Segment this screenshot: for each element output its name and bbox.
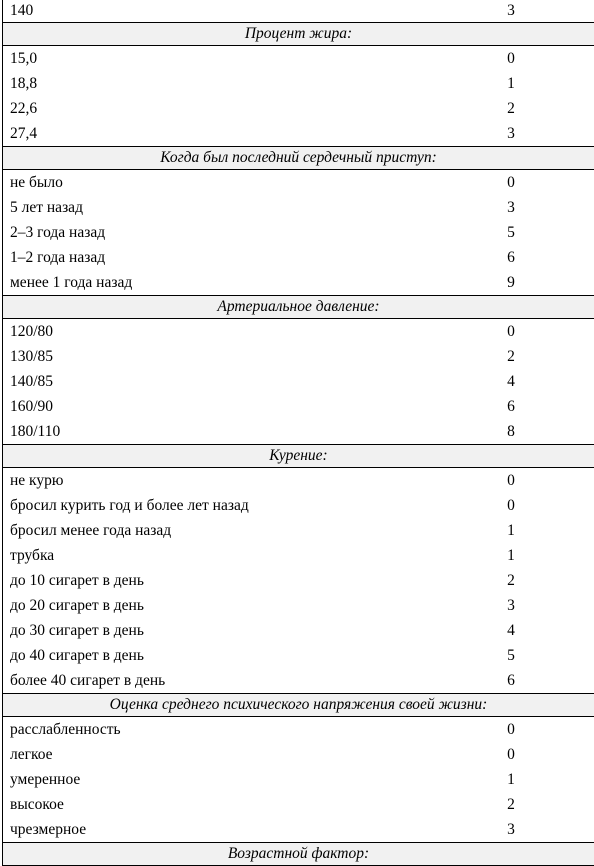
row-label: расслабленность [10,721,121,738]
row-label: 120/80 [10,323,54,340]
row-score: 6 [507,249,515,266]
table-row [3,319,594,344]
row-label: 160/90 [10,398,54,415]
table-row [3,717,594,742]
row-label: менее 1 года назад [10,274,133,291]
row-label: до 20 сигарет в день [10,597,144,614]
row-label: до 40 сигарет в день [10,647,144,664]
table-row [3,96,594,121]
row-label: 1–2 года назад [10,249,106,266]
row-score: 0 [507,50,515,67]
row-label: 5 лет назад [10,199,83,216]
row-score: 6 [507,398,515,415]
section-header-smoking: Курение: [3,444,594,468]
row-score: 5 [507,224,515,241]
table-row [3,493,594,518]
row-label: более 40 сигарет в день [10,672,166,689]
row-score: 1 [507,522,515,539]
row-label: бросил менее года назад [10,522,172,539]
row-score: 3 [507,199,515,216]
row-score: 0 [507,746,515,763]
row-label: 27,4 [10,125,38,142]
table-row [3,593,594,618]
table-row [3,220,594,245]
section-header-fat-percent: Процент жира: [3,22,594,46]
row-label: до 10 сигарет в день [10,572,144,589]
row-score: 3 [507,597,515,614]
row-label: 2–3 года назад [10,224,106,241]
row-score: 1 [507,75,515,92]
table-row [3,170,594,195]
table-row [3,518,594,543]
section-header-heart-attack: Когда был последний сердечный приступ: [3,146,594,170]
table-row [3,245,594,270]
row-score: 0 [507,721,515,738]
table-row [3,0,594,22]
row-label: 140/85 [10,373,54,390]
table-row [3,195,594,220]
table-row [3,46,594,71]
row-label: 22,6 [10,100,38,117]
row-label: чрезмерное [10,821,87,838]
row-score: 4 [507,622,515,639]
row-score: 3 [507,2,515,19]
table-row [3,792,594,817]
table-row [3,742,594,767]
row-label: 18,8 [10,75,38,92]
section-header-blood-pressure: Артериальное давление: [3,295,594,319]
row-score: 0 [507,174,515,191]
table-row [3,369,594,394]
table-row [3,270,594,295]
row-label: 130/85 [10,348,54,365]
table-row [3,568,594,593]
row-score: 2 [507,572,515,589]
table-row [3,767,594,792]
row-score: 1 [507,771,515,788]
row-score: 2 [507,100,515,117]
row-label: 15,0 [10,50,38,67]
risk-score-table [2,0,594,866]
table-row [3,543,594,568]
row-score: 0 [507,472,515,489]
table-row [3,618,594,643]
row-score: 0 [507,497,515,514]
row-label: не было [10,174,63,191]
table-row [3,419,594,444]
table-row [3,344,594,369]
row-score: 1 [507,547,515,564]
row-label: 140 [10,2,34,19]
row-score: 9 [507,274,515,291]
table-row [3,394,594,419]
section-header-stress: Оценка среднего психического напряжения своей жизни: [3,693,594,717]
row-label: до 30 сигарет в день [10,622,144,639]
table-row [3,643,594,668]
row-score: 0 [507,323,515,340]
row-score: 6 [507,672,515,689]
row-score: 3 [507,821,515,838]
row-label: высокое [10,796,64,813]
table-row [3,468,594,493]
row-label: не курю [10,472,64,489]
table-row [3,668,594,693]
table-row [3,71,594,96]
row-score: 4 [507,373,515,390]
section-header-age-factor: Возрастной фактор: [3,842,594,866]
table-row [3,121,594,146]
table-row [3,817,594,842]
row-score: 2 [507,796,515,813]
row-score: 2 [507,348,515,365]
row-label: бросил курить год и более лет назад [10,497,249,514]
row-score: 8 [507,423,515,440]
row-label: легкое [10,746,53,763]
row-label: умеренное [10,771,81,788]
row-label: трубка [10,547,55,564]
row-score: 3 [507,125,515,142]
row-label: 180/110 [10,423,61,440]
row-score: 5 [507,647,515,664]
